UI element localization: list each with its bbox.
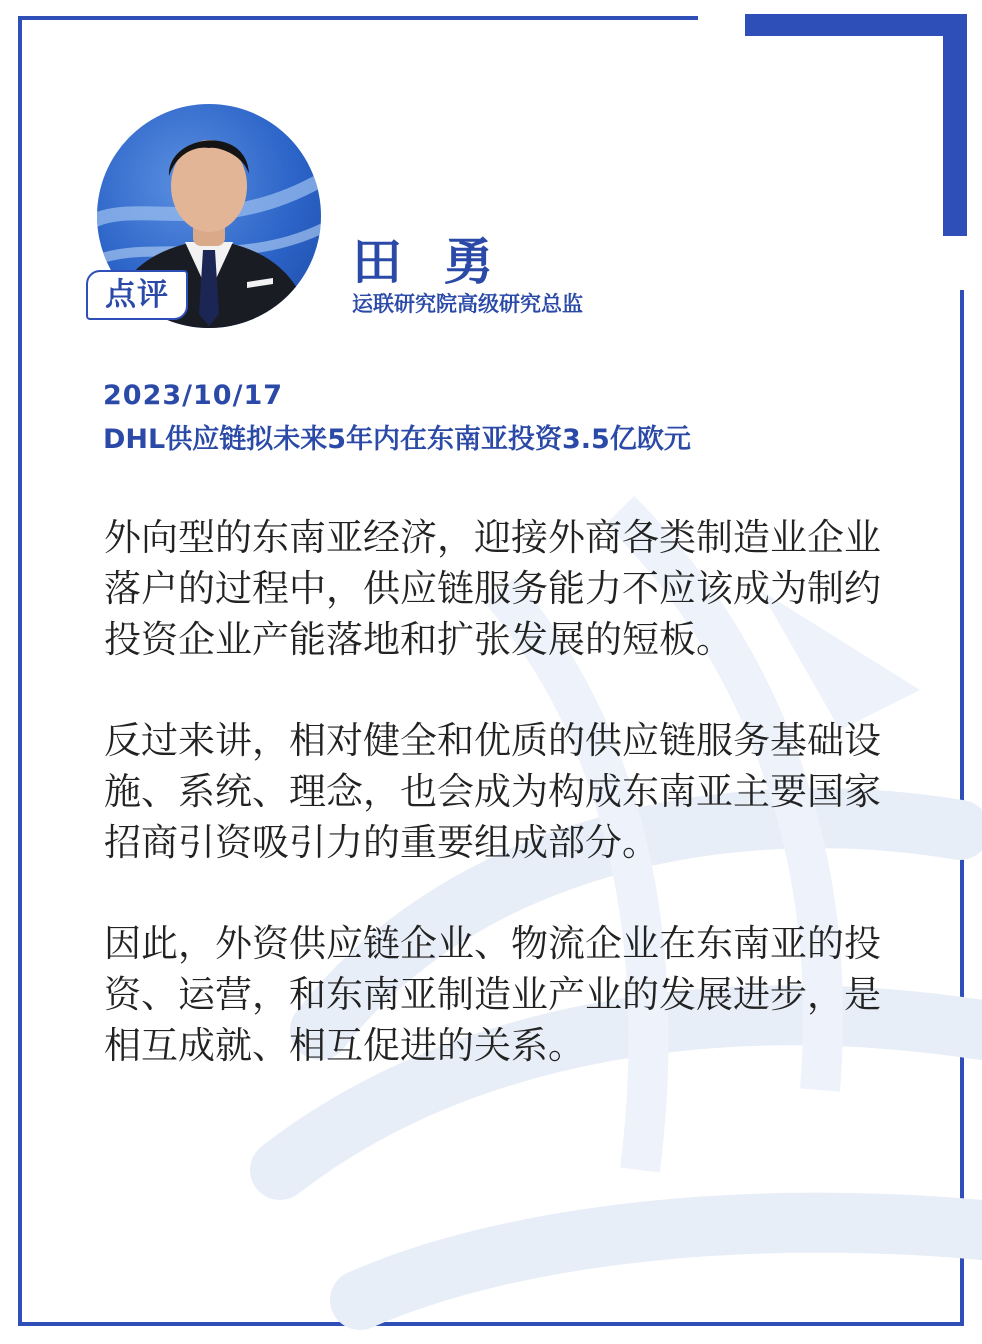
news-headline: DHL供应链拟未来5年内在东南亚投资3.5亿欧元	[103, 424, 691, 455]
comment-paragraph-1: 外向型的东南亚经济，迎接外商各类制造业企业落户的过程中，供应链服务能力不应该成为制约投资企业产能落地和扩张发展的短板。	[104, 516, 881, 661]
news-date: 2023/10/17	[103, 380, 284, 411]
comment-tag-badge: 点评	[86, 270, 188, 320]
frame-left-border	[18, 16, 22, 1326]
comment-paragraph-2: 反过来讲，相对健全和优质的供应链服务基础设施、系统、理念，也会成为构成东南亚主要国家招商引资吸引力的重要组成部分。	[104, 719, 881, 864]
commentator-name: 田 勇	[352, 233, 506, 291]
corner-accent-horizontal	[745, 14, 967, 36]
commentator-title: 运联研究院高级研究总监	[352, 292, 583, 316]
frame-top-border	[18, 16, 698, 20]
comment-paragraph-3: 因此，外资供应链企业、物流企业在东南亚的投资、运营，和东南亚制造业产业的发展进步，是相互成就、相互促进的关系。	[104, 922, 881, 1067]
corner-accent-vertical	[943, 14, 967, 236]
